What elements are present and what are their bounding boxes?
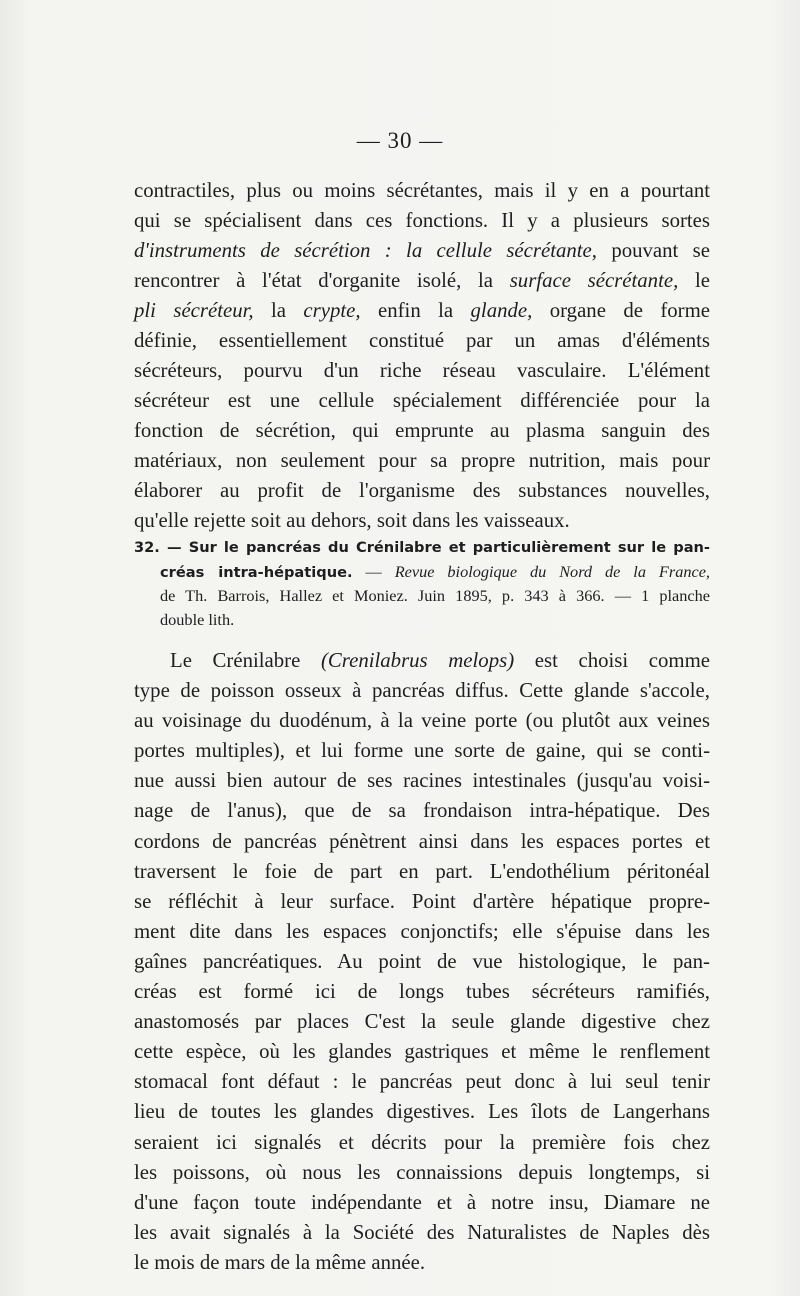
- italic-phrase: pli sécréteur,: [134, 299, 254, 322]
- italic-phrase: surface sécrétante,: [509, 269, 679, 292]
- text-run: Le Crénilabre: [170, 649, 321, 672]
- italic-phrase: glande,: [470, 299, 533, 322]
- text-line: stomacal font défaut : le pancréas peut donc à lui seul tenir: [134, 1070, 710, 1094]
- text-line: qui se spécialisent dans ces fonctions. Il y a plusieurs sortes: [134, 209, 710, 232]
- page-number: — 30 —: [356, 128, 444, 153]
- species-name: (Crenilabrus melops): [320, 649, 515, 672]
- text-line: au voisinage du duodénum, à la veine porte (ou plutôt aux veines: [134, 709, 710, 733]
- text-line: [134, 236, 710, 266]
- citation-title-line: 32. — Sur le pancréas du Crénilabre et particulièrement sur le pan-: [134, 539, 710, 556]
- paragraph-intro: [134, 176, 710, 536]
- text-line: nue aussi bien autour de ses racines intestinales (jusqu'au voisi-: [134, 769, 710, 793]
- text-run: rencontrer à l'état d'organite isolé, la: [134, 269, 510, 292]
- text-line: les poissons, où nous les connaissions depuis longtemps, si: [134, 1160, 710, 1184]
- text-line: seraient ici signalés et décrits pour la première fois chez: [134, 1130, 710, 1154]
- text-line: gaînes pancréatiques. Au point de vue histologique, le pan-: [134, 949, 710, 973]
- text-run: organe de forme: [532, 299, 710, 322]
- text-line: type de poisson osseux à pancréas diffus. Cette glande s'accole,: [134, 679, 710, 703]
- italic-phrase: crypte,: [303, 299, 361, 322]
- text-line: portes multiples), et lui forme une sorte de gaine, qui se conti-: [134, 739, 710, 763]
- text-line: qu'elle rejette soit au dehors, soit dans les vaisseaux.: [134, 509, 570, 532]
- text-run: pouvant se: [596, 239, 710, 262]
- citation-line: de Th. Barrois, Hallez et Moniez. Juin 1895, p. 343 à 366. — 1 planche: [160, 586, 710, 605]
- journal-name: Revue biologique du Nord de la France,: [394, 562, 710, 581]
- text-run: —: [352, 562, 395, 581]
- text-run: enfin la: [360, 299, 471, 322]
- text-line: les avait signalés à la Société des Naturalistes de Naples dès: [134, 1220, 710, 1244]
- text-line: élaborer au profit de l'organisme des substances nouvelles,: [134, 479, 710, 502]
- text-line: fonction de sécrétion, qui emprunte au plasma sanguin des: [134, 419, 710, 442]
- text-line: contractiles, plus ou moins sécrétantes, mais il y en a pourtant: [134, 179, 710, 202]
- italic-phrase: d'instruments de sécrétion : la cellule sécrétante,: [134, 239, 597, 262]
- text-line: cordons de pancréas pénètrent ainsi dans les espaces portes et: [134, 829, 710, 853]
- text-line: nage de l'anus), que de sa frondaison intra-hépatique. Des: [134, 799, 710, 823]
- text-run: la: [253, 299, 304, 322]
- text-run: est choisi comme: [514, 649, 710, 672]
- text-line: cette espèce, où les glandes gastriques et même le renflement: [134, 1040, 710, 1064]
- citation-line: [134, 560, 710, 584]
- text-line: créas est formé ici de longs tubes sécréteurs ramifiés,: [134, 980, 710, 1004]
- text-line: [134, 266, 710, 296]
- text-line: sécréteurs, pourvu d'un riche réseau vasculaire. L'élément: [134, 359, 710, 382]
- bibliographic-citation: [134, 536, 710, 632]
- text-line: ment dite dans les espaces conjonctifs; elle s'épuise dans les: [134, 919, 710, 943]
- text-line: sécréteur est une cellule spécialement différenciée pour la: [134, 389, 710, 412]
- text-line: [134, 296, 710, 326]
- text-line: définie, essentiellement constitué par un amas d'éléments: [134, 329, 710, 352]
- paragraph-summary: [134, 646, 710, 1278]
- citation-title-end: créas intra-hépatique.: [160, 564, 353, 581]
- text-run: le: [678, 269, 710, 292]
- citation-line: double lith.: [160, 610, 235, 629]
- text-line: lieu de toutes les glandes digestives. Les îlots de Langerhans: [134, 1100, 710, 1124]
- text-line: le mois de mars de la même année.: [134, 1250, 426, 1274]
- text-line: anastomosés par places C'est la seule glande digestive chez: [134, 1010, 710, 1034]
- text-line: d'une façon toute indépendante et à notre insu, Diamare ne: [134, 1190, 710, 1214]
- text-line: matériaux, non seulement pour sa propre nutrition, mais pour: [134, 449, 710, 472]
- text-line: [134, 646, 710, 676]
- text-line: traversent le foie de part en part. L'endothélium péritonéal: [134, 859, 710, 883]
- text-line: se réfléchit à leur surface. Point d'artère hépatique propre-: [134, 889, 710, 913]
